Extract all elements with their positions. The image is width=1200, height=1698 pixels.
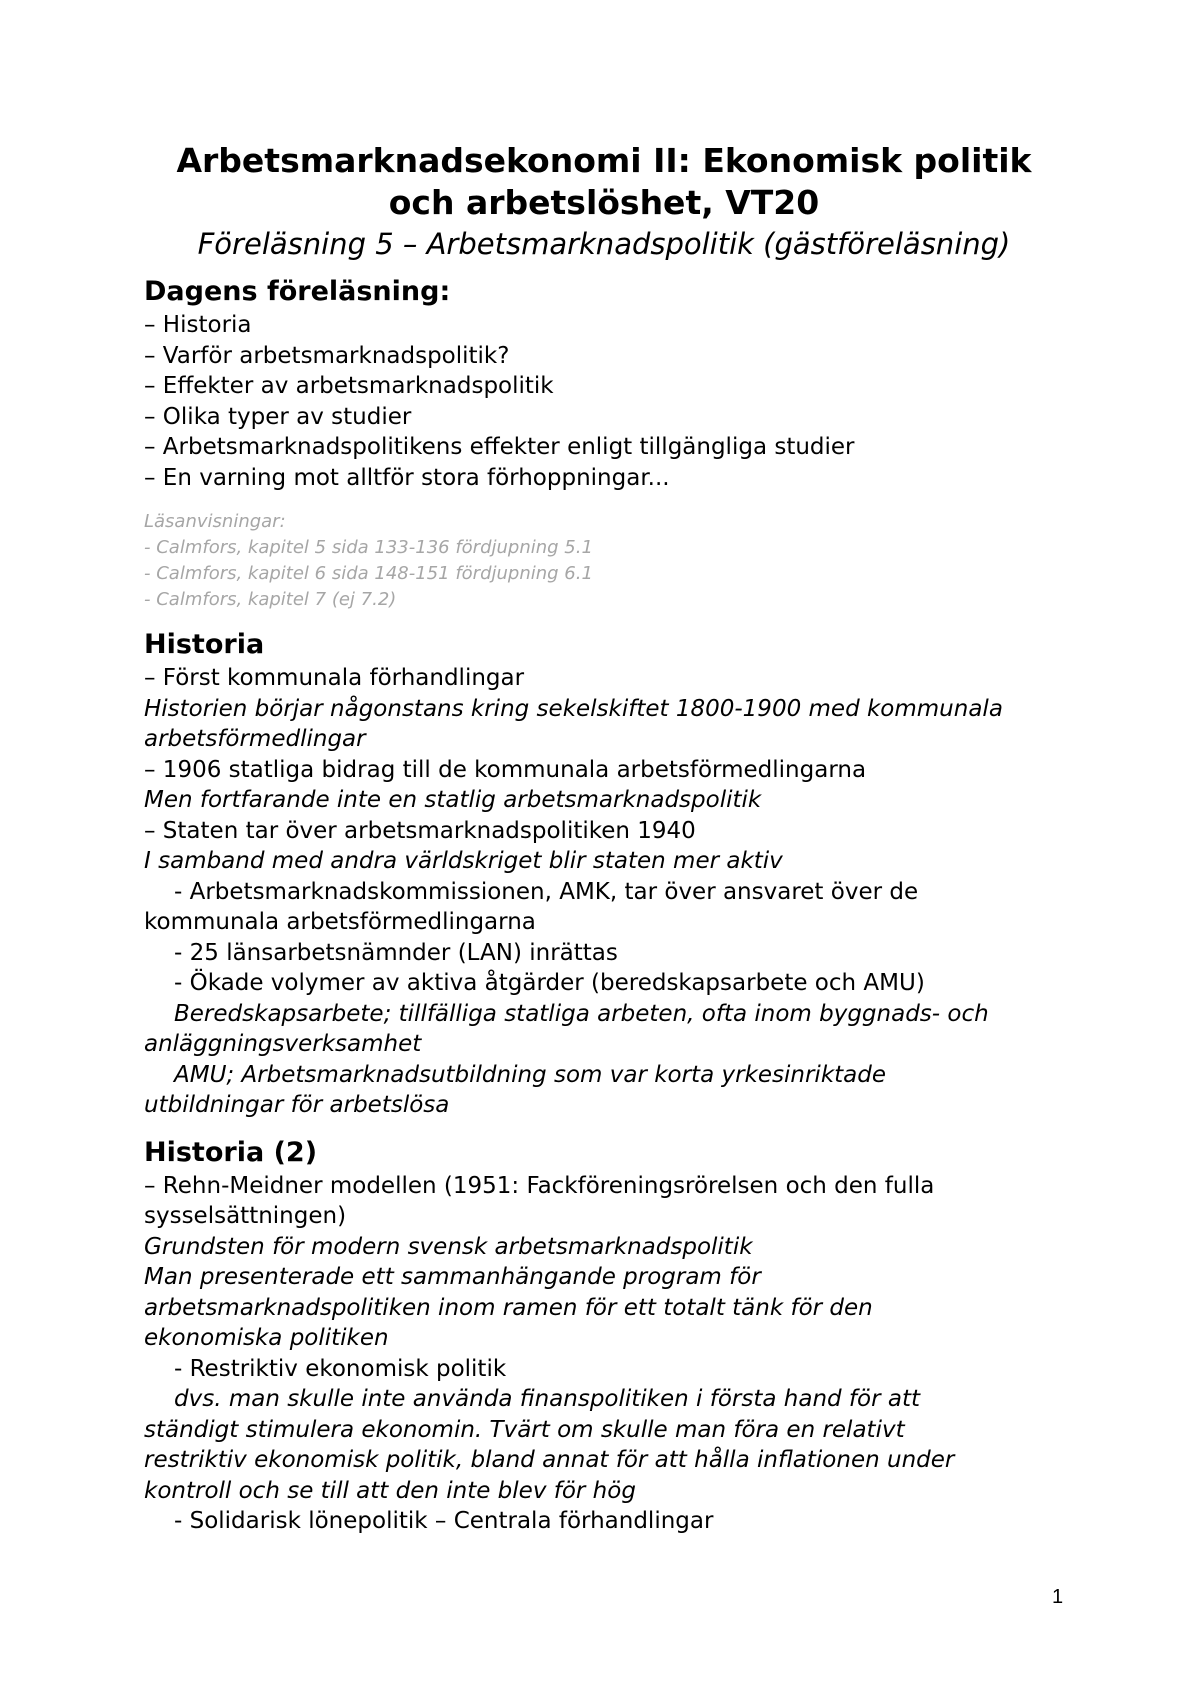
agenda-item: – En varning mot alltför stora förhoppningar... (144, 464, 670, 491)
document-subtitle: Föreläsning 5 – Arbetsmarknadspolitik (gästföreläsning) (197, 227, 1011, 261)
page-number: 1 (1052, 1586, 1064, 1608)
text-line: Historien börjar någonstans kring sekelskiftet 1800-1900 med kommunala arbetsförmedlingar (144, 695, 1003, 752)
text-line: utbildningar för arbetslösa (144, 1092, 450, 1118)
reading-item: - Calmfors, kapitel 7 (ej 7.2) (144, 589, 397, 610)
text-line: restriktiv ekonomisk politik, bland annat för att hålla inflationen under (144, 1447, 955, 1473)
agenda-item: – Effekter av arbetsmarknadspolitik (144, 373, 554, 399)
reading-item: - Calmfors, kapitel 5 sida 133-136 fördjupning 5.1 (144, 537, 593, 558)
text-line: - Restriktiv ekonomisk politik (174, 1355, 507, 1382)
text-line: anläggningsverksamhet (144, 1031, 422, 1057)
text-line: Men fortfarande inte en statlig arbetsmarknadspolitik (144, 787, 762, 813)
section-historia (144, 663, 1064, 1121)
reading-instructions (144, 509, 1064, 613)
text-line: – Först kommunala förhandlingar (144, 665, 525, 691)
agenda-heading: Dagens föreläsning: (144, 276, 451, 307)
section-historia-2 (144, 1171, 1064, 1537)
text-line: arbetsmarknadspolitiken inom ramen för ett totalt tänk för den (144, 1294, 873, 1321)
text-line: - Ökade volymer av aktiva åtgärder (beredskapsarbete och AMU) (174, 970, 925, 996)
text-line: - Arbetsmarknadskommissionen, AMK, tar över ansvaret över de (174, 878, 919, 905)
text-line: ständigt stimulera ekonomin. Tvärt om skulle man föra en relativt (144, 1416, 905, 1443)
text-line: – Rehn-Meidner modellen (1951: Fackföreningsrörelsen och den fulla (144, 1172, 935, 1199)
document-content (144, 140, 1064, 1537)
text-line: dvs. man skulle inte använda finanspolitiken i första hand för att (174, 1386, 920, 1412)
agenda-list (144, 310, 1064, 493)
reading-item: - Calmfors, kapitel 6 sida 148-151 fördjupning 6.1 (144, 563, 593, 584)
text-line: Beredskapsarbete; tillfälliga statliga arbeten, ofta inom byggnads- och (174, 1000, 989, 1027)
section-heading-historia-2: Historia (2) (144, 1136, 318, 1168)
reading-label: Läsanvisningar: (144, 511, 286, 532)
text-line: – 1906 statliga bidrag till de kommunala arbetsförmedlingarna (144, 756, 867, 783)
text-line: kommunala arbetsförmedlingarna (144, 909, 536, 935)
section-heading-historia: Historia (144, 629, 265, 660)
text-line: Grundsten för modern svensk arbetsmarknadspolitik (144, 1233, 753, 1260)
text-line: sysselsättningen) (144, 1203, 347, 1229)
text-line: – Staten tar över arbetsmarknadspolitiken 1940 (144, 817, 696, 844)
text-line: kontroll och se till att den inte blev för hög (144, 1477, 636, 1504)
text-line: ekonomiska politiken (144, 1325, 389, 1351)
agenda-item: – Olika typer av studier (144, 403, 412, 430)
text-line: - Solidarisk lönepolitik – Centrala förhandlingar (174, 1508, 714, 1534)
agenda-item: – Arbetsmarknadspolitikens effekter enligt tillgängliga studier (144, 434, 855, 460)
document-title: Arbetsmarknadsekonomi II: Ekonomisk politik och arbetslöshet, VT20 (176, 141, 1032, 222)
text-line: - 25 länsarbetsnämnder (LAN) inrättas (174, 939, 618, 966)
agenda-item: – Varför arbetsmarknadspolitik? (144, 342, 510, 369)
text-line: AMU; Arbetsmarknadsutbildning som var korta yrkesinriktade (174, 1061, 887, 1088)
text-line: I samband med andra världskriget blir staten mer aktiv (144, 848, 783, 874)
agenda-item: – Historia (144, 312, 252, 338)
text-line: Man presenterade ett sammanhängande program för (144, 1264, 761, 1290)
